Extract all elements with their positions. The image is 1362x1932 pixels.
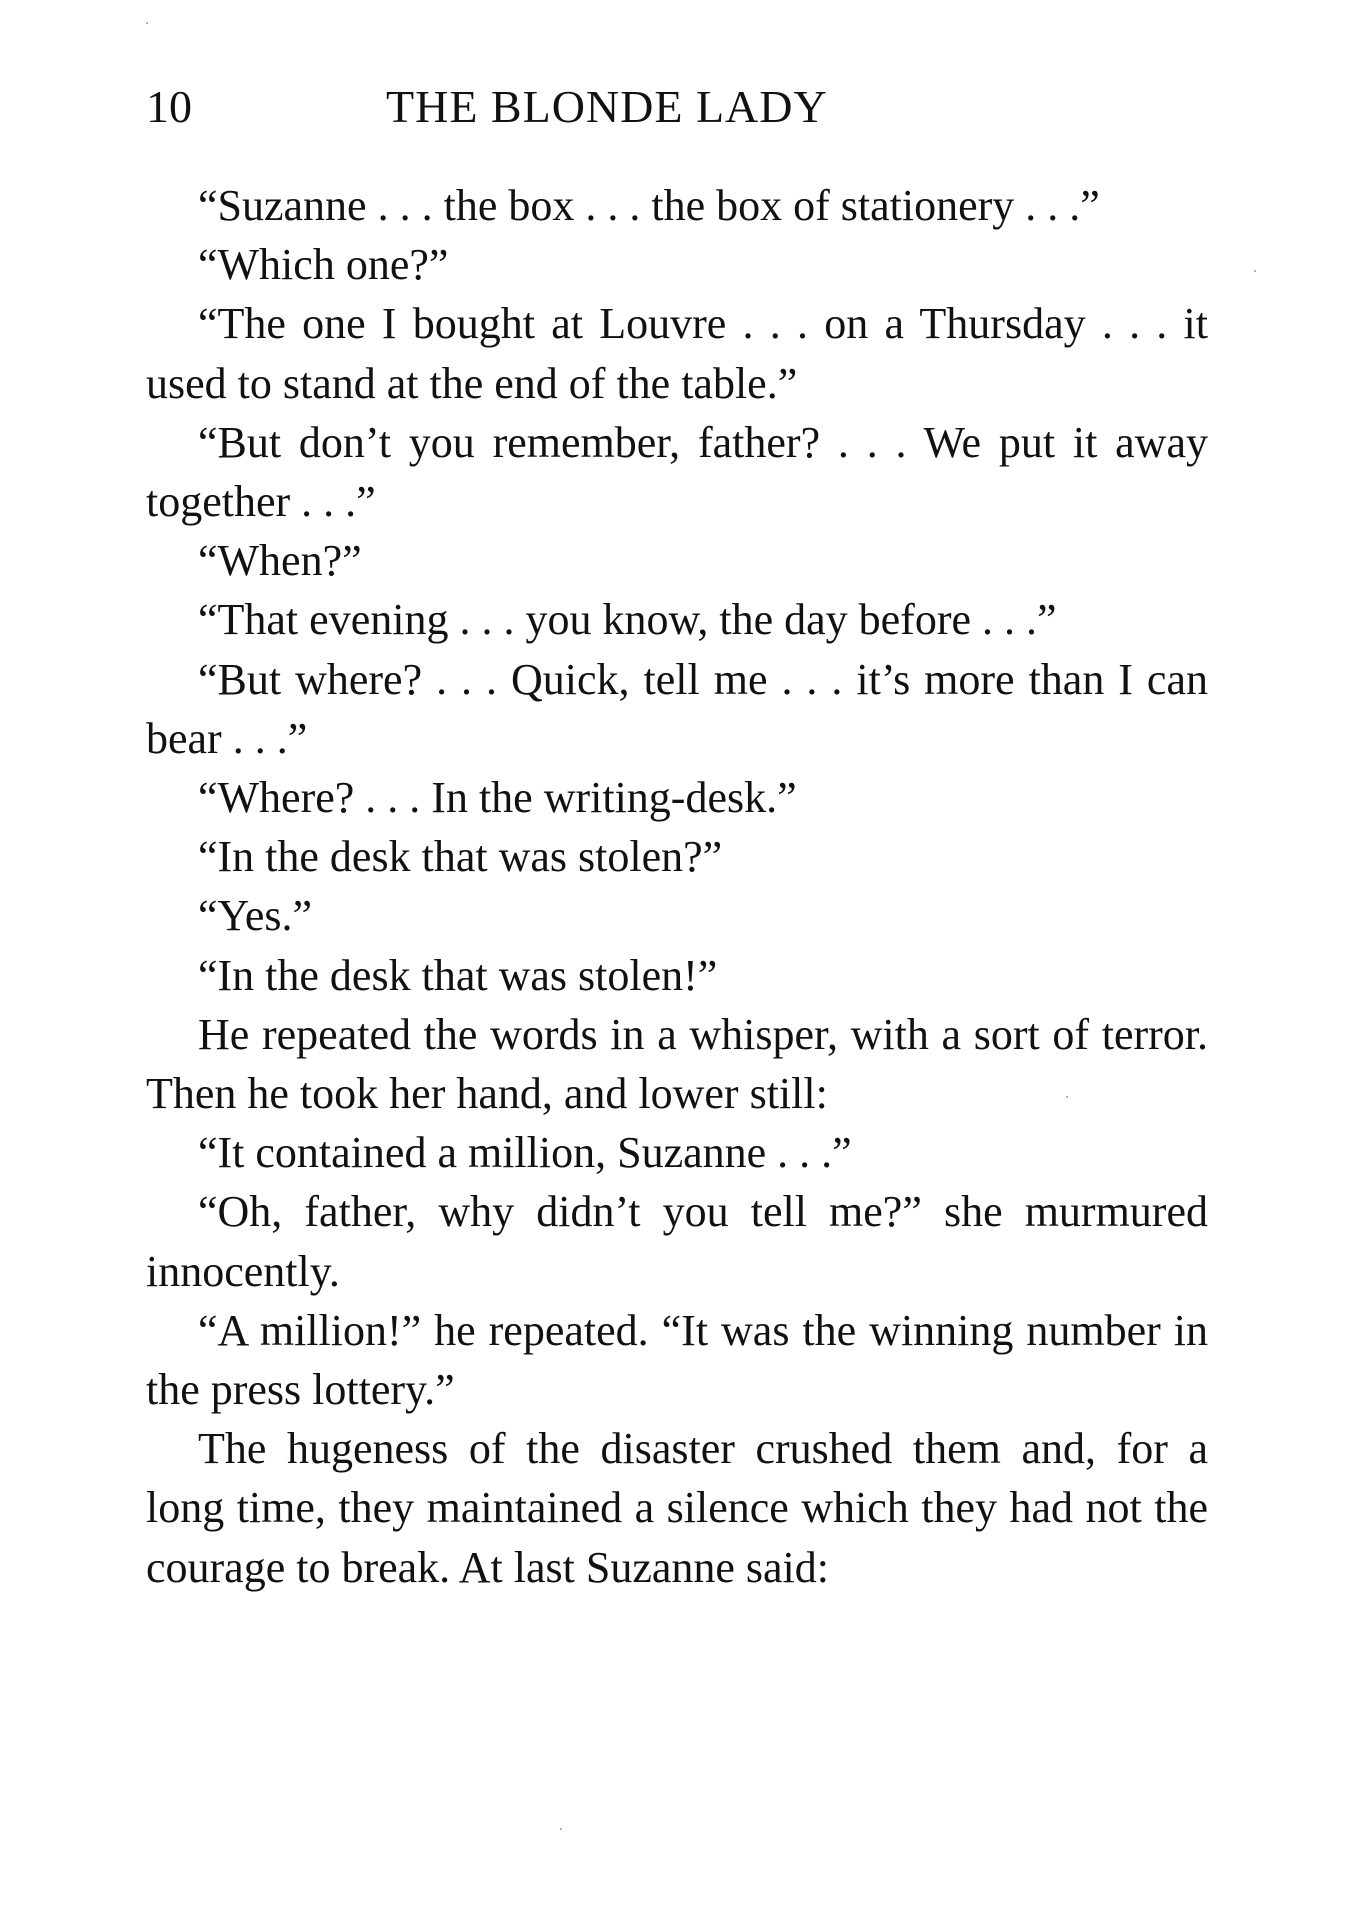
scan-speck — [1254, 270, 1256, 272]
paragraph: “When?” — [198, 536, 362, 586]
page-number: 10 — [146, 81, 192, 132]
scan-speck — [146, 22, 148, 24]
paragraph: “In the desk that was stolen!” — [198, 950, 718, 1000]
paragraph: “Which one?” — [198, 240, 449, 290]
scan-speck — [560, 1828, 562, 1830]
paragraph: “That evening . . . you know, the day before . . .” — [198, 595, 1057, 645]
paragraph: The hugeness of the disaster crushed them and, for a long time, they maintained a silence which they had not the courage to break. At last Suzanne said: — [146, 1424, 1208, 1592]
paragraph: “A million!” he repeated. “It was the winning number in the press lottery.” — [146, 1305, 1208, 1415]
paragraph: “It contained a million, Suzanne . . .” — [198, 1128, 852, 1178]
paragraph: He repeated the words in a whisper, with a sort of terror. Then he took her hand, and lower still: — [146, 1009, 1208, 1119]
scan-speck — [1066, 1096, 1068, 1098]
paragraph: “Yes.” — [198, 891, 313, 941]
paragraph: “The one I bought at Louvre . . . on a Thursday . . . it used to stand at the end of the table.” — [146, 299, 1208, 408]
paragraph: “But don’t you remember, father? . . . We put it away together . . .” — [146, 417, 1208, 527]
paragraph: “Where? . . . In the writing-desk.” — [198, 773, 797, 823]
paragraph: “But where? . . . Quick, tell me . . . it’s more than I can bear . . .” — [146, 654, 1208, 763]
paragraph: “Oh, father, why didn’t you tell me?” she murmured innocently. — [146, 1187, 1208, 1296]
running-head — [146, 72, 1206, 142]
running-title: THE BLONDE LADY — [386, 81, 828, 132]
paragraph: “In the desk that was stolen?” — [198, 832, 723, 882]
body-text — [146, 176, 1208, 1597]
paragraph: “Suzanne . . . the box . . . the box of stationery . . .” — [198, 181, 1100, 230]
